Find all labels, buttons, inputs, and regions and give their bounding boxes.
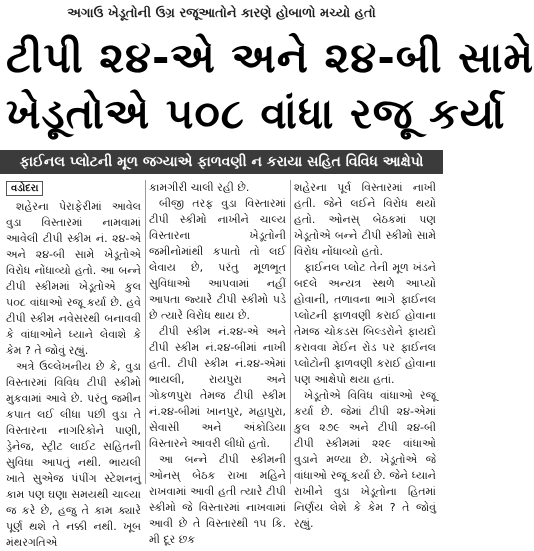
article-kicker: અગાઉ ખેડૂતોની ઉગ્ર રજૂઆતોને કારણે હોબાળો મચ્યો હતો (67, 6, 376, 21)
column-2-paragraph-4: આ બન્ને ટીપી સ્કીમની ઓનસ્ બેઠક રાખા મહિને રાખવામાં આવી હતી ત્યારે ટીપી સ્કીમો જે વિસ્તારમાં નાખવામાં આવી છે તે વિસ્તારથી ૧૫ કિ. મી દૂર છક (149, 453, 286, 546)
column-divider-2 (290, 180, 291, 484)
column-1-paragraph-1: શહેરના પેરાફેરીમાં આવેલ વુડા વિસ્તારમાં નામવામાં આવેલી ટીપી સ્કીમ નં. ૨૪-એ અને ૨૪-બી સામે ખેડૂતોએ વિરોધ નોંધાવ્યો હતો. આ બન્ને ટીપી સ્કીમમાં ખેડૂતોએ કુલ ૫૦૮ વાંધાઓ રજૂ કર્યા છે. હવે ટીપી સ્કીમ નવેસરથી બનાવવી કે વાંધાઓને ધ્યાને લેવાશે કે કેમ ? તે જોવું રહ્યું. (6, 200, 141, 357)
dateline: વડોદરા (6, 181, 43, 196)
column-2-paragraph-2: બીજી તરફ વુડા વિસ્તારમાં ટીપી સ્કીમો નાખીને ચાલ્ય વિસ્તારના ખેડૂતોની જમીનોમાંથી કપાતો તો લઈ લેવાય છે, પરંતુ મૂળભૂત સુવિધાઓ આપવામાં નહીં આપતા જ્યારે ટીપી સ્કીમો પડે છે ત્યારે વિરોધ થાય છે. (149, 197, 286, 322)
subhead-bar: ફાઈનલ પ્લોટની મૂળ જગ્યાએ ફાળવણી ન કરાયા સહિત વિવિધ આક્ષેપો (0, 150, 443, 174)
column-divider-1 (145, 180, 146, 484)
column-1-paragraph-2: અત્રે ઉલ્લેખનીય છે કે, વુડા વિસ્તારમાં વિવિધ ટીપી સ્કીમો મુકવામાં આવે છે. પરંતુ જમીન કપાત લઈ લીધા પછી વુડા તે વિસ્તારના નાગરિકોને પાણી, ડ્રેનેજ, સ્ટ્રીટ લાઈટ સહિતની સુવિધા આપતું નથી. ભાયલી ખાતે સુએજ પંપીંગ સ્ટેશનનું કામ પણ ઘણા સમયથી ચાલ્યા જ કરે છે, હજુ તે કામ ક્યારે પૂર્ણ થશે તે નક્કી નથી. ખૂબ મંથરગતિએ (6, 360, 141, 549)
column-3-paragraph-3: ખેડૂતોએ વિવિધ વાંધાઓ રજૂ કર્યા છે. જેમાં ટીપી ૨૪-એમાં કુલ ૨૭૯ અને ટીપી ૨૪-બી ટીપી સ્કીમમાં ૨૨૯ વાંધાઓ વુડાને મળ્યા છે. ખેડૂતોએ જે વાંધાઓ રજૂ કર્યા છે. જેને ધ્યાને રાખીને વુડા ખેડૂતોના હિતમાં નિર્ણય લેશે કે કેમ ? તે જોવું રહ્યું. (294, 389, 436, 530)
article-column-2 (149, 180, 286, 546)
article-column-1 (6, 180, 141, 549)
column-2-paragraph-3: ટીપી સ્કીમ નં.૨૪-એ અને ટીપી સ્કીમ નં.૨૪-બીમાં નાખી હતી. ટીપી સ્કીમ નં.૨૪-એમાં ભાયલી, રાયપુરા અને ગોકળપુરા તેમજ ટીપી સ્કીમ નં.૨૪-બીમાં ખાનપુર, મહાપુરા, સેવાસી અને અંકોડિયા વિસ્તારને આવરી લીધો હતો. (149, 325, 286, 450)
column-3-paragraph-1: શહેરના પૂર્વ વિસ્તારમાં નાખી હતી. જેને લઈને વિરોધ થયો હતો. ઓનસ્ બેઠકમાં પણ ખેડૂતોએ બન્ને ટીપી સ્કીમો સામે વિરોધ નોંધાવ્યો હતો. (294, 181, 436, 258)
headline-line-1: ટીપી ૨૪-એ અને ૨૪-બી સામે (6, 33, 534, 82)
article-column-3 (294, 180, 436, 530)
headline-line-2: ખેડૂતોએ ૫૦૮ વાંધા રજૂ કર્યા (6, 89, 506, 138)
column-3-paragraph-2: ફાઈનલ પ્લોટ તેની મૂળ ખંડને બદલે અન્યત્ર સ્થળે આપ્યો હોવાની, તળાવના ભાગે ફાઈનલ પ્લોટની ફાળવણી કરાઈ હોવાના તેમજ ચોકડસ બિલ્ડરોને ફાયદો કરાવવા મેઈન રોડ પર ફાઈનલ પ્લોટોની ફાળવણી કરાઈ હોવાના પણ આક્ષેપો થયા હતાં. (294, 261, 436, 386)
column-2-paragraph-1: કામગીરી ચાલી રહી છે. (149, 181, 250, 194)
